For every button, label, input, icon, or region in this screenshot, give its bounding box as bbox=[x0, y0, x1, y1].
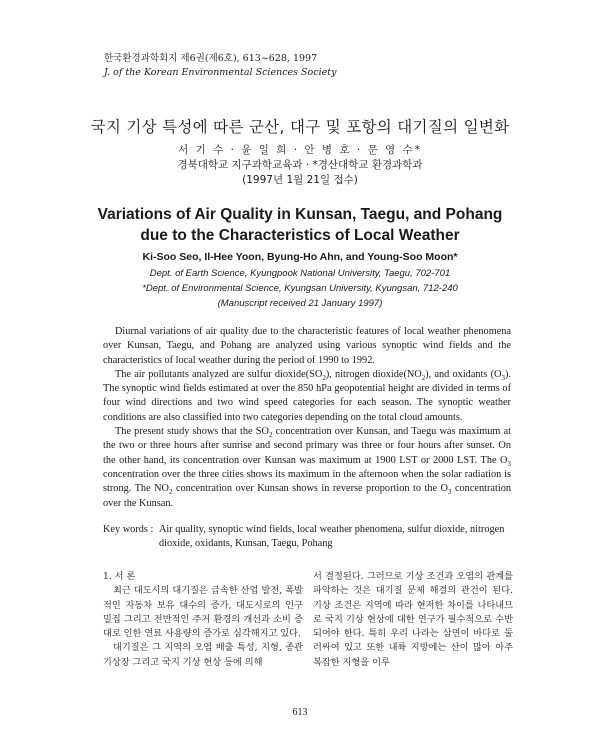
body-paragraph: 대기질은 그 지역의 오염 배출 특성, 지형, 종관 기상장 그리고 국지 기상 현상 등에 의해 bbox=[103, 642, 303, 668]
korean-received-date: (1997년 1월 21일 접수) bbox=[242, 174, 358, 186]
page-number: 613 bbox=[292, 707, 308, 718]
abstract-text: concentration over the three cities shows its maximum in the afternoon when the solar radiation is strong. The NO bbox=[103, 468, 511, 495]
keywords-label: Key words : bbox=[103, 524, 154, 535]
abstract-text: concentration over Kunsan, and Taegu was maximum at the two or three hours after sunrise and second primary was three or four hours after sunset. On the other hand, its concentration over Kunsan was maximum at 1900 LST or 2000 LST. The O bbox=[103, 426, 511, 466]
abstract-text: ), and oxidants (O bbox=[425, 368, 502, 380]
subscript: 2 bbox=[268, 431, 273, 440]
english-authors: Ki-Soo Seo, Il-Hee Yoon, Byung-Ho Ahn, and Young-Soo Moon* bbox=[142, 251, 458, 263]
korean-authors: 서 기 수 · 윤 일 희 · 안 병 호 · 문 영 수* bbox=[178, 144, 422, 156]
english-author-block bbox=[0, 250, 600, 311]
english-affiliation-2: *Dept. of Environmental Science, Kyungsan University, Kyungsan, 712-240 bbox=[142, 283, 458, 294]
abstract-text: The present study shows that the SO bbox=[115, 426, 269, 438]
keywords bbox=[103, 523, 511, 552]
subscript: 3 bbox=[501, 373, 505, 382]
section-heading: 1. 서 론 bbox=[103, 571, 136, 582]
subscript: 2 bbox=[168, 488, 173, 497]
abstract-text: ). The synoptic wind fields estimated at over the 850 hPa geopotential height are divided in terms of four wind directions and two wind speed categories for each season. The synoptic weather conditions are also classified into two categories depending on the total cloud amounts. bbox=[103, 368, 511, 423]
body-right-column bbox=[313, 570, 513, 670]
body-paragraph: 서 결정된다. 그러므로 기상 조건과 오염의 관계를 파악하는 것은 대기질 문제 해결의 관건이 된다. 기상 조건은 지역에 따라 현저한 차이를 나타내므로 국지 기상 현상에 대한 연구가 필수적으로 수반되어야 한다. 특히 우리 나라는 삼면이 바다로 둘러싸여 있고 또한 내륙 지방에는 산이 많아 아주 복잡한 지형을 이루 bbox=[313, 571, 513, 668]
keywords-text: Air quality, synoptic wind fields, local weather phenomena, sulfur dioxide, nitrogen dioxide, oxidants, Kunsan, Taegu, Pohang bbox=[159, 524, 505, 550]
abstract-paragraph-1: Diurnal variations of air quality due to the characteristic features of local weather phenomena over Kunsan, Taegu, and Pohang are analyzed using various synoptic wind fields and the characteristics of local weather during the period of 1990 to 1992. bbox=[103, 326, 511, 366]
journal-korean-line: 한국환경과학회지 제6권(제6호), 613~628, 1997 bbox=[104, 53, 318, 64]
english-title bbox=[0, 204, 600, 246]
journal-header bbox=[104, 52, 336, 80]
subscript: 2 bbox=[421, 373, 426, 382]
abstract-text: The air pollutants analyzed are sulfur dioxide(SO bbox=[115, 368, 323, 380]
korean-affiliation: 경북대학교 지구과학교육과 · *경산대학교 환경과학과 bbox=[177, 159, 423, 171]
journal-english-line: J. of the Korean Environmental Sciences Society bbox=[104, 67, 337, 78]
english-title-line-2: due to the Characteristics of Local Weather bbox=[140, 227, 460, 244]
body-paragraph: 최근 대도시의 대기질은 급속한 산업 발전, 폭발적인 자동차 보유 대수의 증가, 대도시로의 인구 밀집 그리고 전반적인 주거 환경의 개선과 소비 증대로 인한 연료 사용량의 증가로 심각해지고 있다. bbox=[103, 585, 303, 640]
subscript: 2 bbox=[322, 373, 326, 382]
body-left-column bbox=[103, 570, 303, 670]
abstract-paragraph-3 bbox=[103, 425, 511, 511]
english-title-line-1: Variations of Air Quality in Kunsan, Taegu, and Pohang bbox=[97, 206, 503, 223]
korean-title: 국지 기상 특성에 따른 군산, 대구 및 포항의 대기질의 일변화 bbox=[90, 118, 510, 136]
subscript: 3 bbox=[447, 488, 452, 497]
abstract bbox=[103, 325, 511, 511]
abstract-text: concentration over Kunsan shows in reverse proportion to the O bbox=[172, 483, 448, 495]
abstract-paragraph-2 bbox=[103, 368, 511, 425]
english-affiliation-1: Dept. of Earth Science, Kyungpook National University, Taegu, 702-701 bbox=[149, 268, 451, 279]
abstract-text: concentration over the Kunsan. bbox=[103, 483, 511, 509]
subscript: 3 bbox=[507, 459, 511, 468]
english-received-date: (Manuscript received 21 January 1997) bbox=[217, 298, 383, 309]
korean-author-block bbox=[0, 143, 600, 188]
abstract-text: ), nitrogen dioxide(NO bbox=[325, 368, 422, 380]
